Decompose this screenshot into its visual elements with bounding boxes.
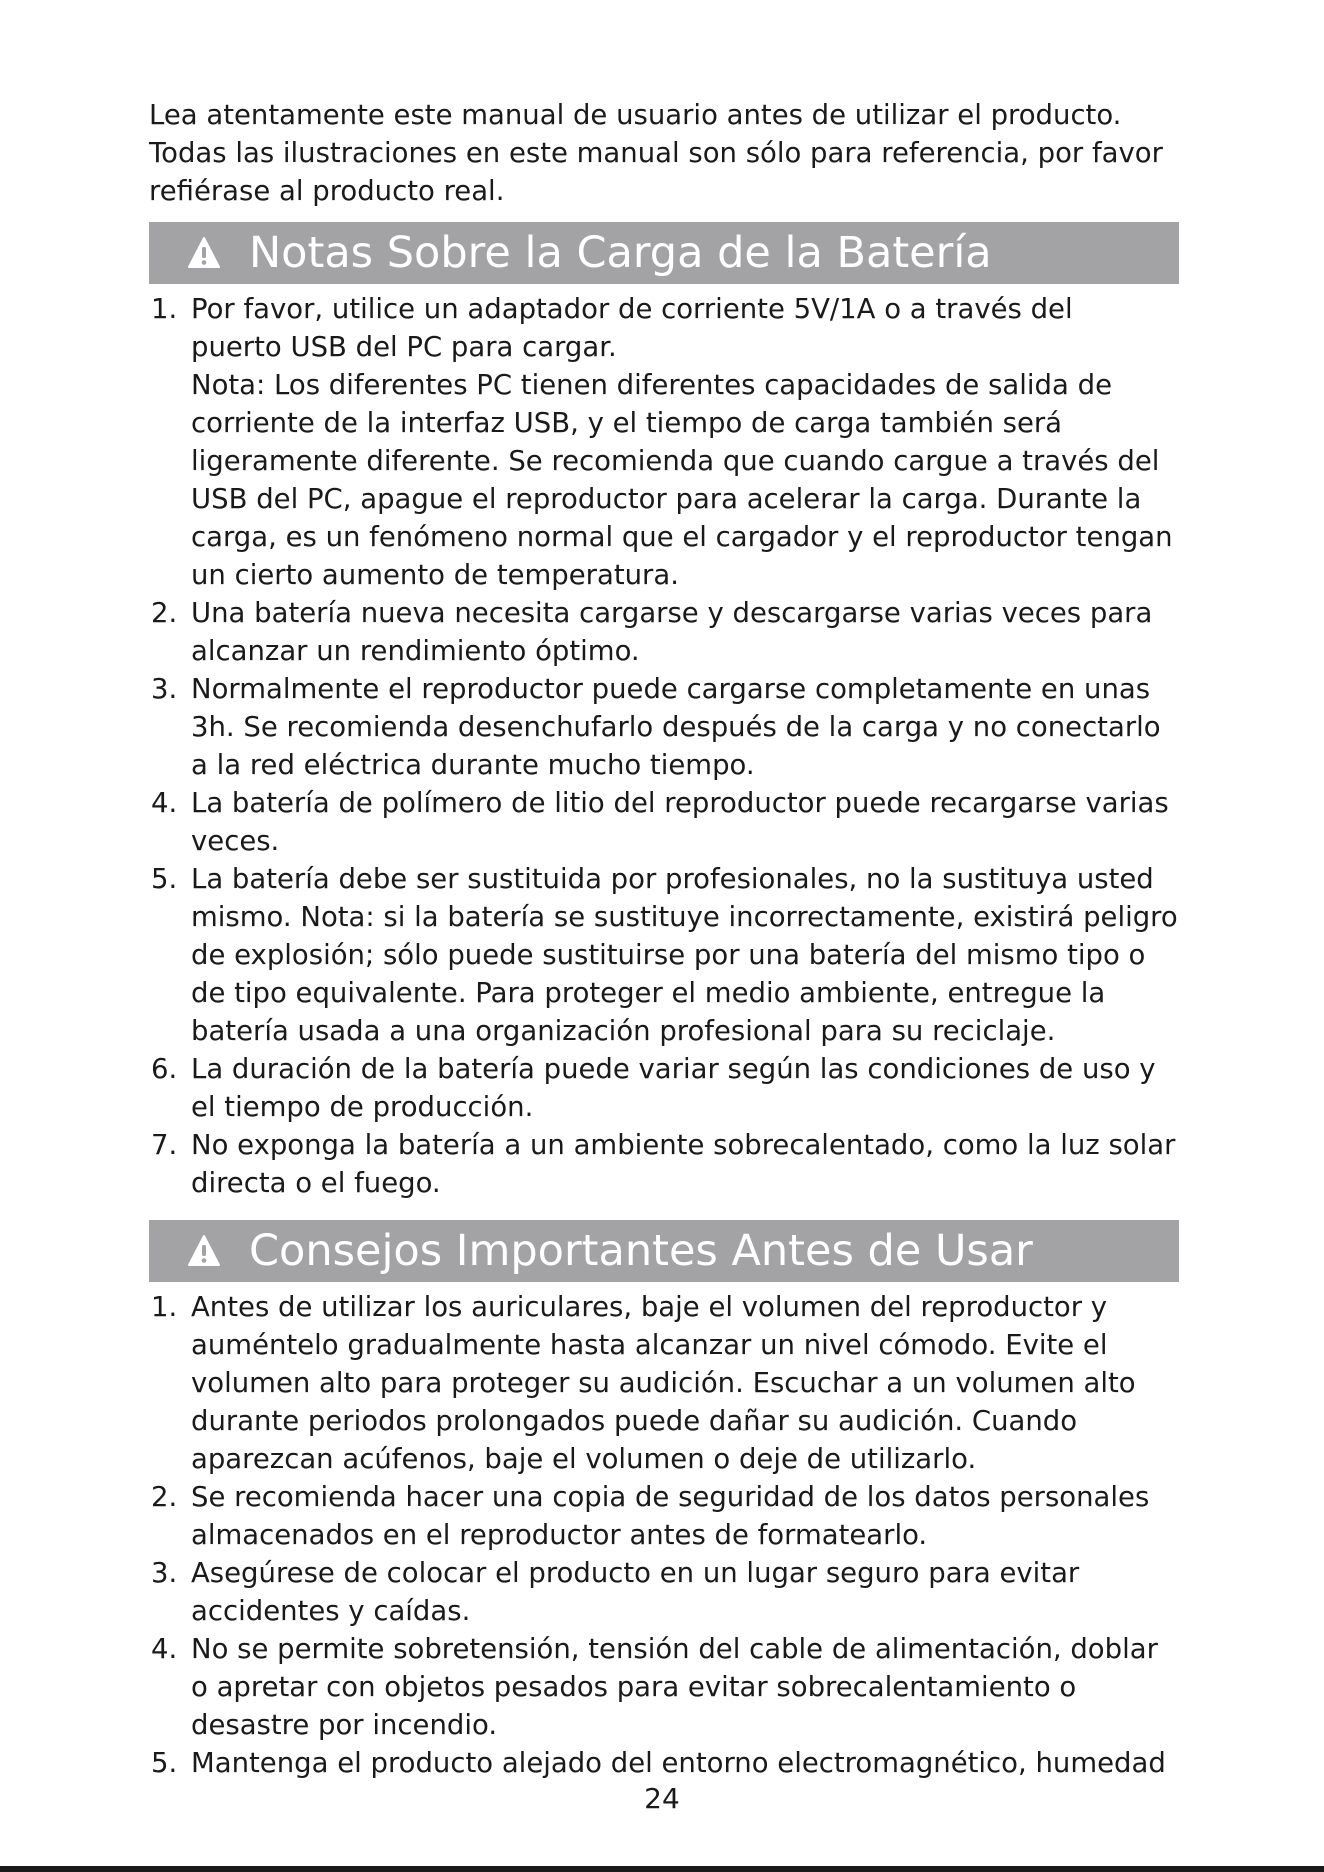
item-line: La batería debe ser sustituida por profesionales, no la sustituya usted <box>191 863 1154 895</box>
item-line: puerto USB del PC para cargar. <box>191 331 617 363</box>
item-line: a la red eléctrica durante mucho tiempo. <box>191 749 755 781</box>
list-item <box>149 860 1179 1050</box>
item-line: Nota: Los diferentes PC tienen diferentes capacidades de salida de <box>191 369 1112 401</box>
list-item <box>149 784 1179 860</box>
bottom-rule <box>0 1866 1324 1872</box>
item-line: No se permite sobretensión, tensión del cable de alimentación, doblar <box>191 1633 1158 1665</box>
item-number: 1. <box>151 1291 178 1323</box>
page-number: 24 <box>644 1782 680 1815</box>
item-line: La batería de polímero de litio del reproductor puede recargarse varias <box>191 787 1169 819</box>
warning-triangle-icon <box>187 1234 221 1268</box>
item-line: USB del PC, apague el reproductor para acelerar la carga. Durante la <box>191 483 1142 515</box>
list-item <box>149 1744 1179 1782</box>
list-item <box>149 290 1179 594</box>
item-line: volumen alto para proteger su audición. Escuchar a un volumen alto <box>191 1367 1136 1399</box>
item-line: carga, es un fenómeno normal que el cargador y el reproductor tengan <box>191 521 1173 553</box>
item-number: 6. <box>151 1053 178 1085</box>
item-line: mismo. Nota: si la batería se sustituye incorrectamente, existirá peligro <box>191 901 1178 933</box>
item-line: Una batería nueva necesita cargarse y descargarse varias veces para <box>191 597 1153 629</box>
item-line: o apretar con objetos pesados para evitar sobrecalentamiento o <box>191 1671 1077 1703</box>
item-line: aparezcan acúfenos, baje el volumen o deje de utilizarlo. <box>191 1443 977 1475</box>
intro-paragraph <box>149 96 1179 210</box>
intro-line: Lea atentamente este manual de usuario antes de utilizar el producto. <box>149 99 1122 131</box>
item-number: 2. <box>151 597 178 629</box>
item-line: corriente de la interfaz USB, y el tiempo de carga también será <box>191 407 1063 439</box>
item-line: directa o el fuego. <box>191 1167 441 1199</box>
item-line: almacenados en el reproductor antes de formatearlo. <box>191 1519 928 1551</box>
list-item <box>149 1630 1179 1744</box>
item-line: Normalmente el reproductor puede cargarse completamente en unas <box>191 673 1151 705</box>
section-header-important-tips <box>149 1220 1179 1282</box>
item-line: veces. <box>191 825 280 857</box>
warning-triangle-icon <box>187 236 221 270</box>
item-line: accidentes y caídas. <box>191 1595 471 1627</box>
item-line: Asegúrese de colocar el producto en un lugar seguro para evitar <box>191 1557 1080 1589</box>
item-line: ligeramente diferente. Se recomienda que cuando cargue a través del <box>191 445 1160 477</box>
item-number: 4. <box>151 1633 178 1665</box>
item-line: el tiempo de producción. <box>191 1091 534 1123</box>
list-item <box>149 594 1179 670</box>
item-line: La duración de la batería puede variar según las condiciones de uso y <box>191 1053 1156 1085</box>
item-number: 2. <box>151 1481 178 1513</box>
item-line: Por favor, utilice un adaptador de corriente 5V/1A o a través del <box>191 293 1073 325</box>
list-item <box>149 670 1179 784</box>
item-line: de tipo equivalente. Para proteger el medio ambiente, entregue la <box>191 977 1106 1009</box>
item-number: 5. <box>151 1747 178 1779</box>
item-number: 3. <box>151 673 178 705</box>
item-line: un cierto aumento de temperatura. <box>191 559 679 591</box>
item-number: 3. <box>151 1557 178 1589</box>
item-line: Se recomienda hacer una copia de seguridad de los datos personales <box>191 1481 1150 1513</box>
item-line: de explosión; sólo puede sustituirse por una batería del mismo tipo o <box>191 939 1146 971</box>
item-line: No exponga la batería a un ambiente sobrecalentado, como la luz solar <box>191 1129 1176 1161</box>
item-line: desastre por incendio. <box>191 1709 498 1741</box>
item-number: 1. <box>151 293 178 325</box>
list-item <box>149 1554 1179 1630</box>
intro-line: Todas las ilustraciones en este manual son sólo para referencia, por favor <box>149 137 1163 169</box>
item-number: 4. <box>151 787 178 819</box>
section-title: Notas Sobre la Carga de la Batería <box>249 228 992 278</box>
item-line: durante periodos prolongados puede dañar su audición. Cuando <box>191 1405 1078 1437</box>
item-line: 3h. Se recomienda desenchufarlo después de la carga y no conectarlo <box>191 711 1161 743</box>
item-line: alcanzar un rendimiento óptimo. <box>191 635 640 667</box>
list-item <box>149 1050 1179 1126</box>
section-title: Consejos Importantes Antes de Usar <box>249 1226 1033 1276</box>
item-line: auméntelo gradualmente hasta alcanzar un nivel cómodo. Evite el <box>191 1329 1108 1361</box>
list-item <box>149 1478 1179 1554</box>
item-line: Antes de utilizar los auriculares, baje el volumen del reproductor y <box>191 1291 1108 1323</box>
manual-page <box>149 96 1179 1782</box>
item-number: 7. <box>151 1129 178 1161</box>
section-header-battery-charging <box>149 222 1179 284</box>
battery-notes-list <box>149 290 1179 1202</box>
item-line: batería usada a una organización profesional para su reciclaje. <box>191 1015 1056 1047</box>
intro-line: refiérase al producto real. <box>149 175 505 207</box>
list-item <box>149 1126 1179 1202</box>
usage-tips-list <box>149 1288 1179 1782</box>
list-item <box>149 1288 1179 1478</box>
item-line: Mantenga el producto alejado del entorno electromagnético, humedad <box>191 1747 1166 1779</box>
item-number: 5. <box>151 863 178 895</box>
